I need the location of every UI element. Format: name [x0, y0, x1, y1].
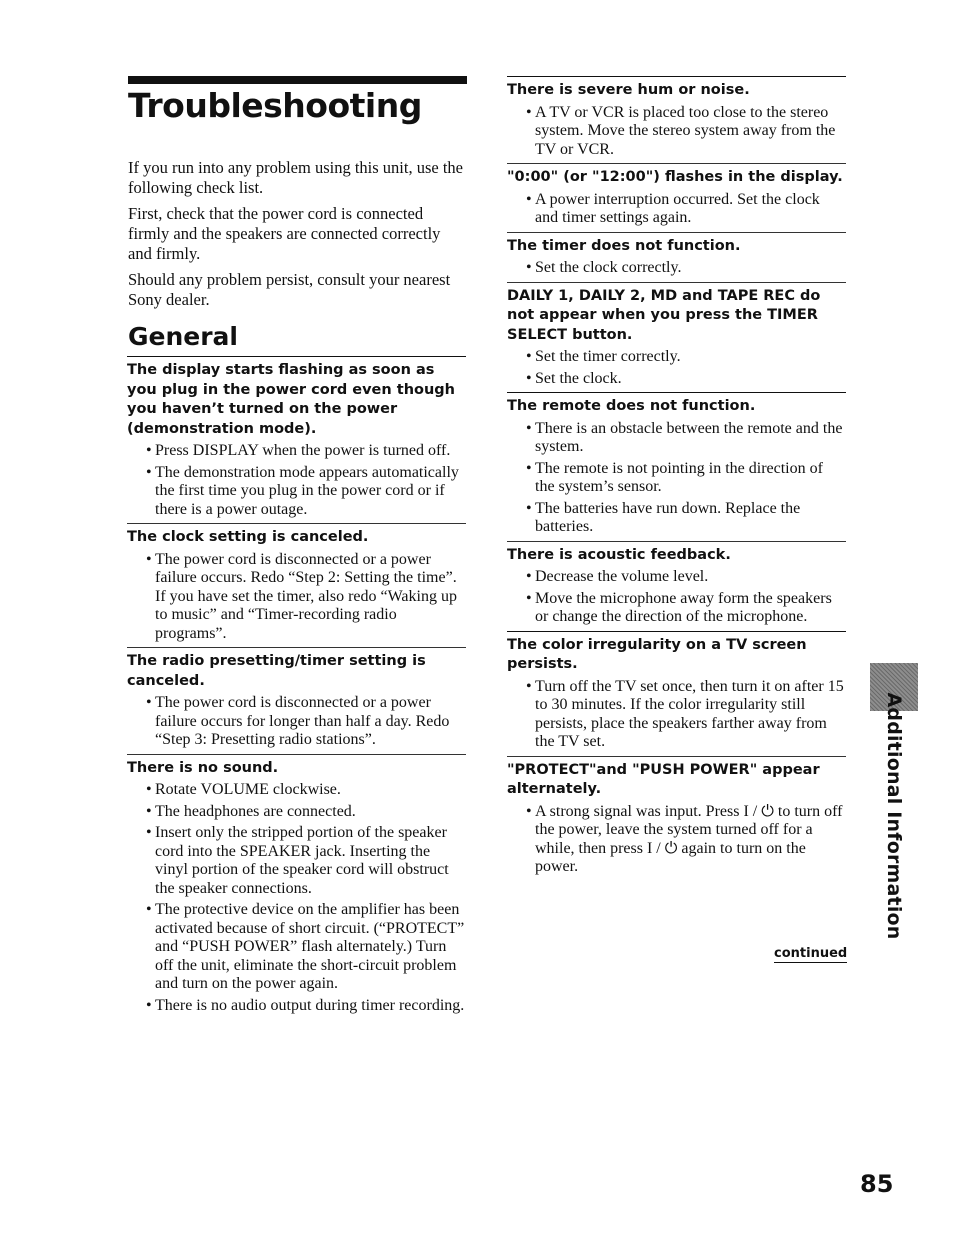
problem-heading: There is severe hum or noise.	[507, 82, 750, 98]
problem-heading: The clock setting is canceled.	[127, 529, 369, 545]
troubleshooting-item	[507, 76, 846, 159]
problem-heading: "PROTECT"and "PUSH POWER" appear alternately.	[507, 761, 820, 797]
remedy-item: • A strong signal was input. Press I / ⏻ to turn off the power, leave the system turned off for a while, then press I / ⏻ again to turn on the power.	[527, 803, 846, 877]
page-title: Troubleshooting	[128, 86, 422, 125]
troubleshooting-item	[127, 754, 466, 1016]
remedy-item: • There is an obstacle between the remote and the system.	[527, 420, 846, 457]
problem-heading: DAILY 1, DAILY 2, MD and TAPE REC do not appear when you press the TIMER SELECT button.	[507, 287, 821, 343]
remedy-item: • Set the clock correctly.	[527, 259, 846, 278]
remedy-list	[507, 568, 846, 627]
remedy-item: • The headphones are connected.	[147, 803, 466, 822]
problem-heading: The color irregularity on a TV screen persists.	[507, 636, 807, 672]
right-column	[507, 76, 846, 881]
troubleshooting-item	[507, 756, 846, 877]
troubleshooting-item	[507, 631, 846, 752]
remedy-list	[507, 348, 846, 388]
remedy-list	[507, 104, 846, 160]
problem-heading: The display starts flashing as soon as you plug in the power cord even though you haven’t turned on the power (demonstration mode).	[127, 362, 455, 437]
remedy-item: • The protective device on the amplifier has been activated because of short circuit. (“PROTECT” and “PUSH POWER” flash alternately.) Turn off the unit, eliminate the short-circuit problem and turn on the power again.	[147, 901, 466, 994]
remedy-item: • Insert only the stripped portion of the speaker cord into the SPEAKER jack. Inserting the vinyl portion of the speaker cord will obstruct the speaker connections.	[147, 824, 466, 898]
remedy-item: • The power cord is disconnected or a power failure occurs for longer than half a day. Redo “Step 3: Presetting radio stations”.	[147, 694, 466, 750]
left-column	[127, 356, 466, 1019]
title-rule	[128, 76, 467, 84]
troubleshooting-item	[127, 647, 466, 750]
problem-heading: The timer does not function.	[507, 237, 741, 254]
remedy-list	[127, 442, 466, 519]
troubleshooting-item	[507, 232, 846, 278]
remedy-item: • The batteries have run down. Replace the batteries.	[527, 500, 846, 537]
remedy-item: • A TV or VCR is placed too close to the stereo system. Move the stereo system away from the TV or VCR.	[527, 104, 846, 160]
problem-heading: The remote does not function.	[507, 398, 756, 414]
remedy-item: • Move the microphone away form the speakers or change the direction of the microphone.	[527, 590, 846, 627]
troubleshooting-item	[127, 523, 466, 643]
remedy-item: • The demonstration mode appears automatically the first time you plug in the power cord or if there is a power outage.	[147, 464, 466, 520]
section-heading: General	[128, 322, 238, 351]
remedy-list	[507, 191, 846, 228]
problem-heading: The radio presetting/timer setting is canceled.	[127, 653, 426, 689]
remedy-item: • Press DISPLAY when the power is turned off.	[147, 442, 466, 461]
troubleshooting-item	[507, 282, 846, 389]
remedy-list	[127, 694, 466, 750]
remedy-list	[507, 259, 846, 278]
remedy-item: • The power cord is disconnected or a power failure occurs. Redo “Step 2: Setting the time”. If you have set the timer, also redo “Waking up to music” and “Timer-recording radio programs”.	[147, 551, 466, 644]
remedy-item: • Set the clock.	[527, 370, 846, 389]
remedy-list	[507, 803, 846, 877]
problem-heading: There is no sound.	[127, 759, 279, 776]
problem-heading: "0:00" (or "12:00") flashes in the display.	[507, 169, 843, 185]
page-number: 85	[860, 1170, 894, 1198]
remedy-item: • Turn off the TV set once, then turn it on after 15 to 30 minutes. If the color irregularity still persists, place the speakers farther away from the TV set.	[527, 678, 846, 752]
troubleshooting-item	[127, 356, 466, 519]
remedy-list	[507, 678, 846, 752]
remedy-item: • A power interruption occurred. Set the clock and timer settings again.	[527, 191, 846, 228]
continued-label: continued	[774, 946, 848, 961]
remedy-list	[127, 551, 466, 644]
troubleshooting-item	[507, 392, 846, 537]
remedy-item: • Set the timer correctly.	[527, 348, 846, 367]
troubleshooting-item	[507, 163, 846, 228]
intro-paragraph: First, check that the power cord is connected firmly and the speakers are connected correctly and firmly.	[128, 204, 441, 263]
remedy-list	[507, 420, 846, 537]
remedy-item: • The remote is not pointing in the direction of the system’s sensor.	[527, 460, 846, 497]
intro	[128, 158, 466, 316]
remedy-item: • There is no audio output during timer recording.	[147, 997, 466, 1016]
remedy-item: • Rotate VOLUME clockwise.	[147, 781, 466, 800]
remedy-list	[127, 781, 466, 1015]
troubleshooting-item	[507, 541, 846, 627]
intro-paragraph: If you run into any problem using this unit, use the following check list.	[128, 158, 464, 197]
problem-heading: There is acoustic feedback.	[507, 546, 731, 563]
side-section-label: Additional Information	[883, 692, 905, 940]
remedy-item: • Decrease the volume level.	[527, 568, 846, 587]
intro-paragraph: Should any problem persist, consult your nearest Sony dealer.	[128, 270, 451, 309]
